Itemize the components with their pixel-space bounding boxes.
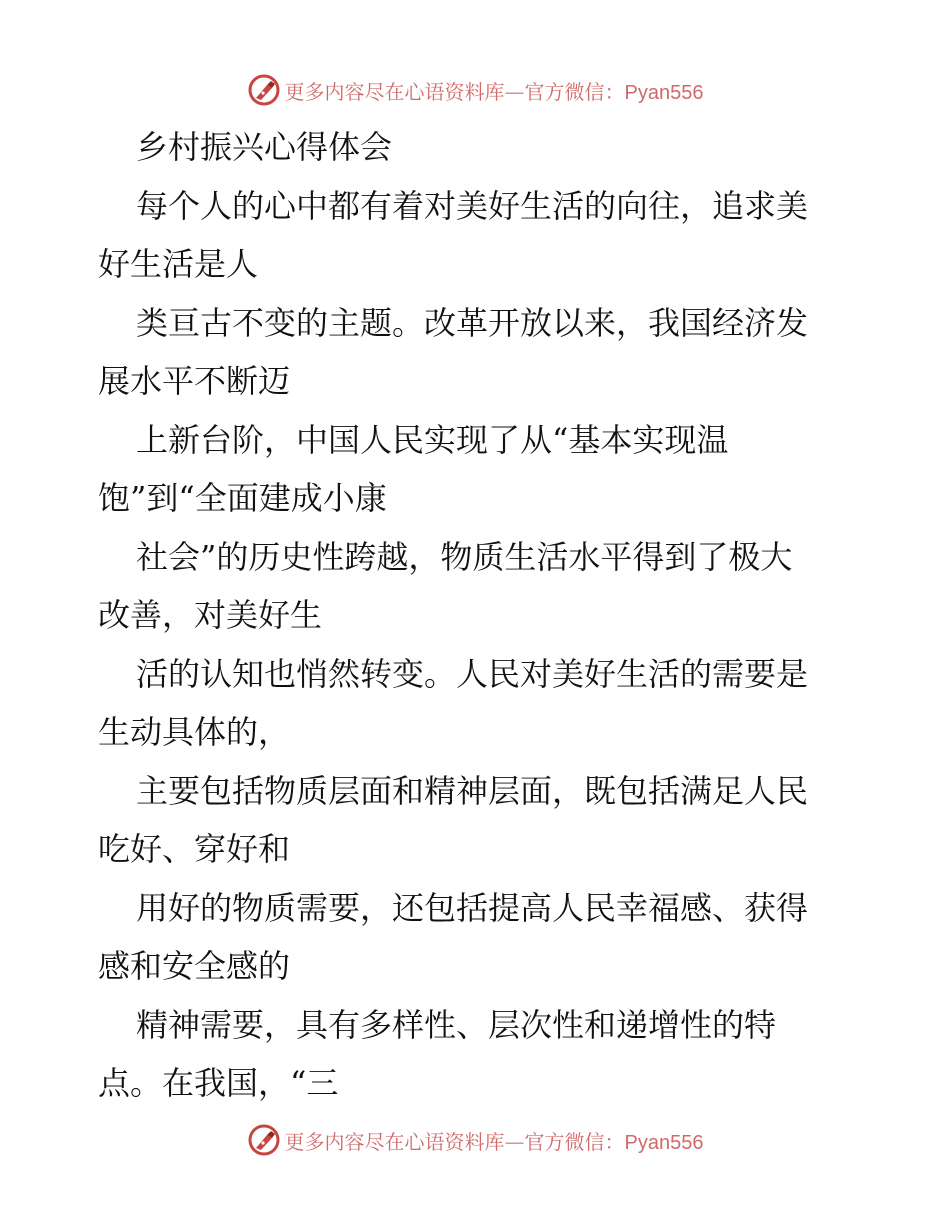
- banner-text: [285, 1126, 704, 1155]
- paragraph-line: 活的认知也悄然转变。人民对美好生活的需要是: [136, 654, 809, 693]
- banner-wechat-id: Pyan556: [624, 1131, 704, 1154]
- document-body: [98, 118, 858, 1113]
- banner-separator: —: [504, 79, 525, 104]
- paragraph-line: 好生活是人: [98, 245, 259, 283]
- paragraph-line: 饱”到“全面建成小康: [98, 479, 387, 517]
- paragraph-line: 展水平不断迈: [98, 362, 291, 400]
- paragraph-line: 感和安全感的: [98, 947, 291, 985]
- banner-wechat-label: 官方微信：: [524, 1129, 625, 1154]
- banner-main-text: 更多内容尽在心语资料库: [284, 79, 505, 104]
- header-banner: [0, 70, 950, 110]
- pen-nib-logo-icon: [247, 1123, 281, 1157]
- paragraph-line: 生动具体的，: [98, 713, 291, 751]
- banner-main-text: 更多内容尽在心语资料库: [284, 1129, 505, 1154]
- paragraph-line: 每个人的心中都有着对美好生活的向往，追求美: [136, 186, 809, 225]
- paragraph-line: 点。在我国，“三: [98, 1064, 339, 1102]
- paragraph-line: 主要包括物质层面和精神层面，既包括满足人民: [136, 771, 809, 810]
- paragraph-line: 精神需要，具有多样性、层次性和递增性的特: [136, 1005, 777, 1044]
- footer-banner: [0, 1120, 950, 1160]
- paragraph-line: 社会”的历史性跨越，物质生活水平得到了极大: [136, 537, 793, 576]
- banner-separator: —: [504, 1129, 525, 1154]
- paragraph-line: 类亘古不变的主题。改革开放以来，我国经济发: [136, 303, 809, 342]
- banner-text: [285, 76, 704, 105]
- paragraph-line: 改善，对美好生: [98, 596, 323, 634]
- banner-wechat-label: 官方微信：: [524, 79, 625, 104]
- paragraph-line: 吃好、穿好和: [98, 830, 291, 868]
- banner-wechat-id: Pyan556: [624, 81, 704, 104]
- document-title: 乡村振兴心得体会: [136, 128, 393, 166]
- pen-nib-logo-icon: [247, 73, 281, 107]
- paragraph-line: 用好的物质需要，还包括提高人民幸福感、获得: [136, 888, 809, 927]
- paragraph-line: 上新台阶，中国人民实现了从“基本实现温: [136, 420, 729, 459]
